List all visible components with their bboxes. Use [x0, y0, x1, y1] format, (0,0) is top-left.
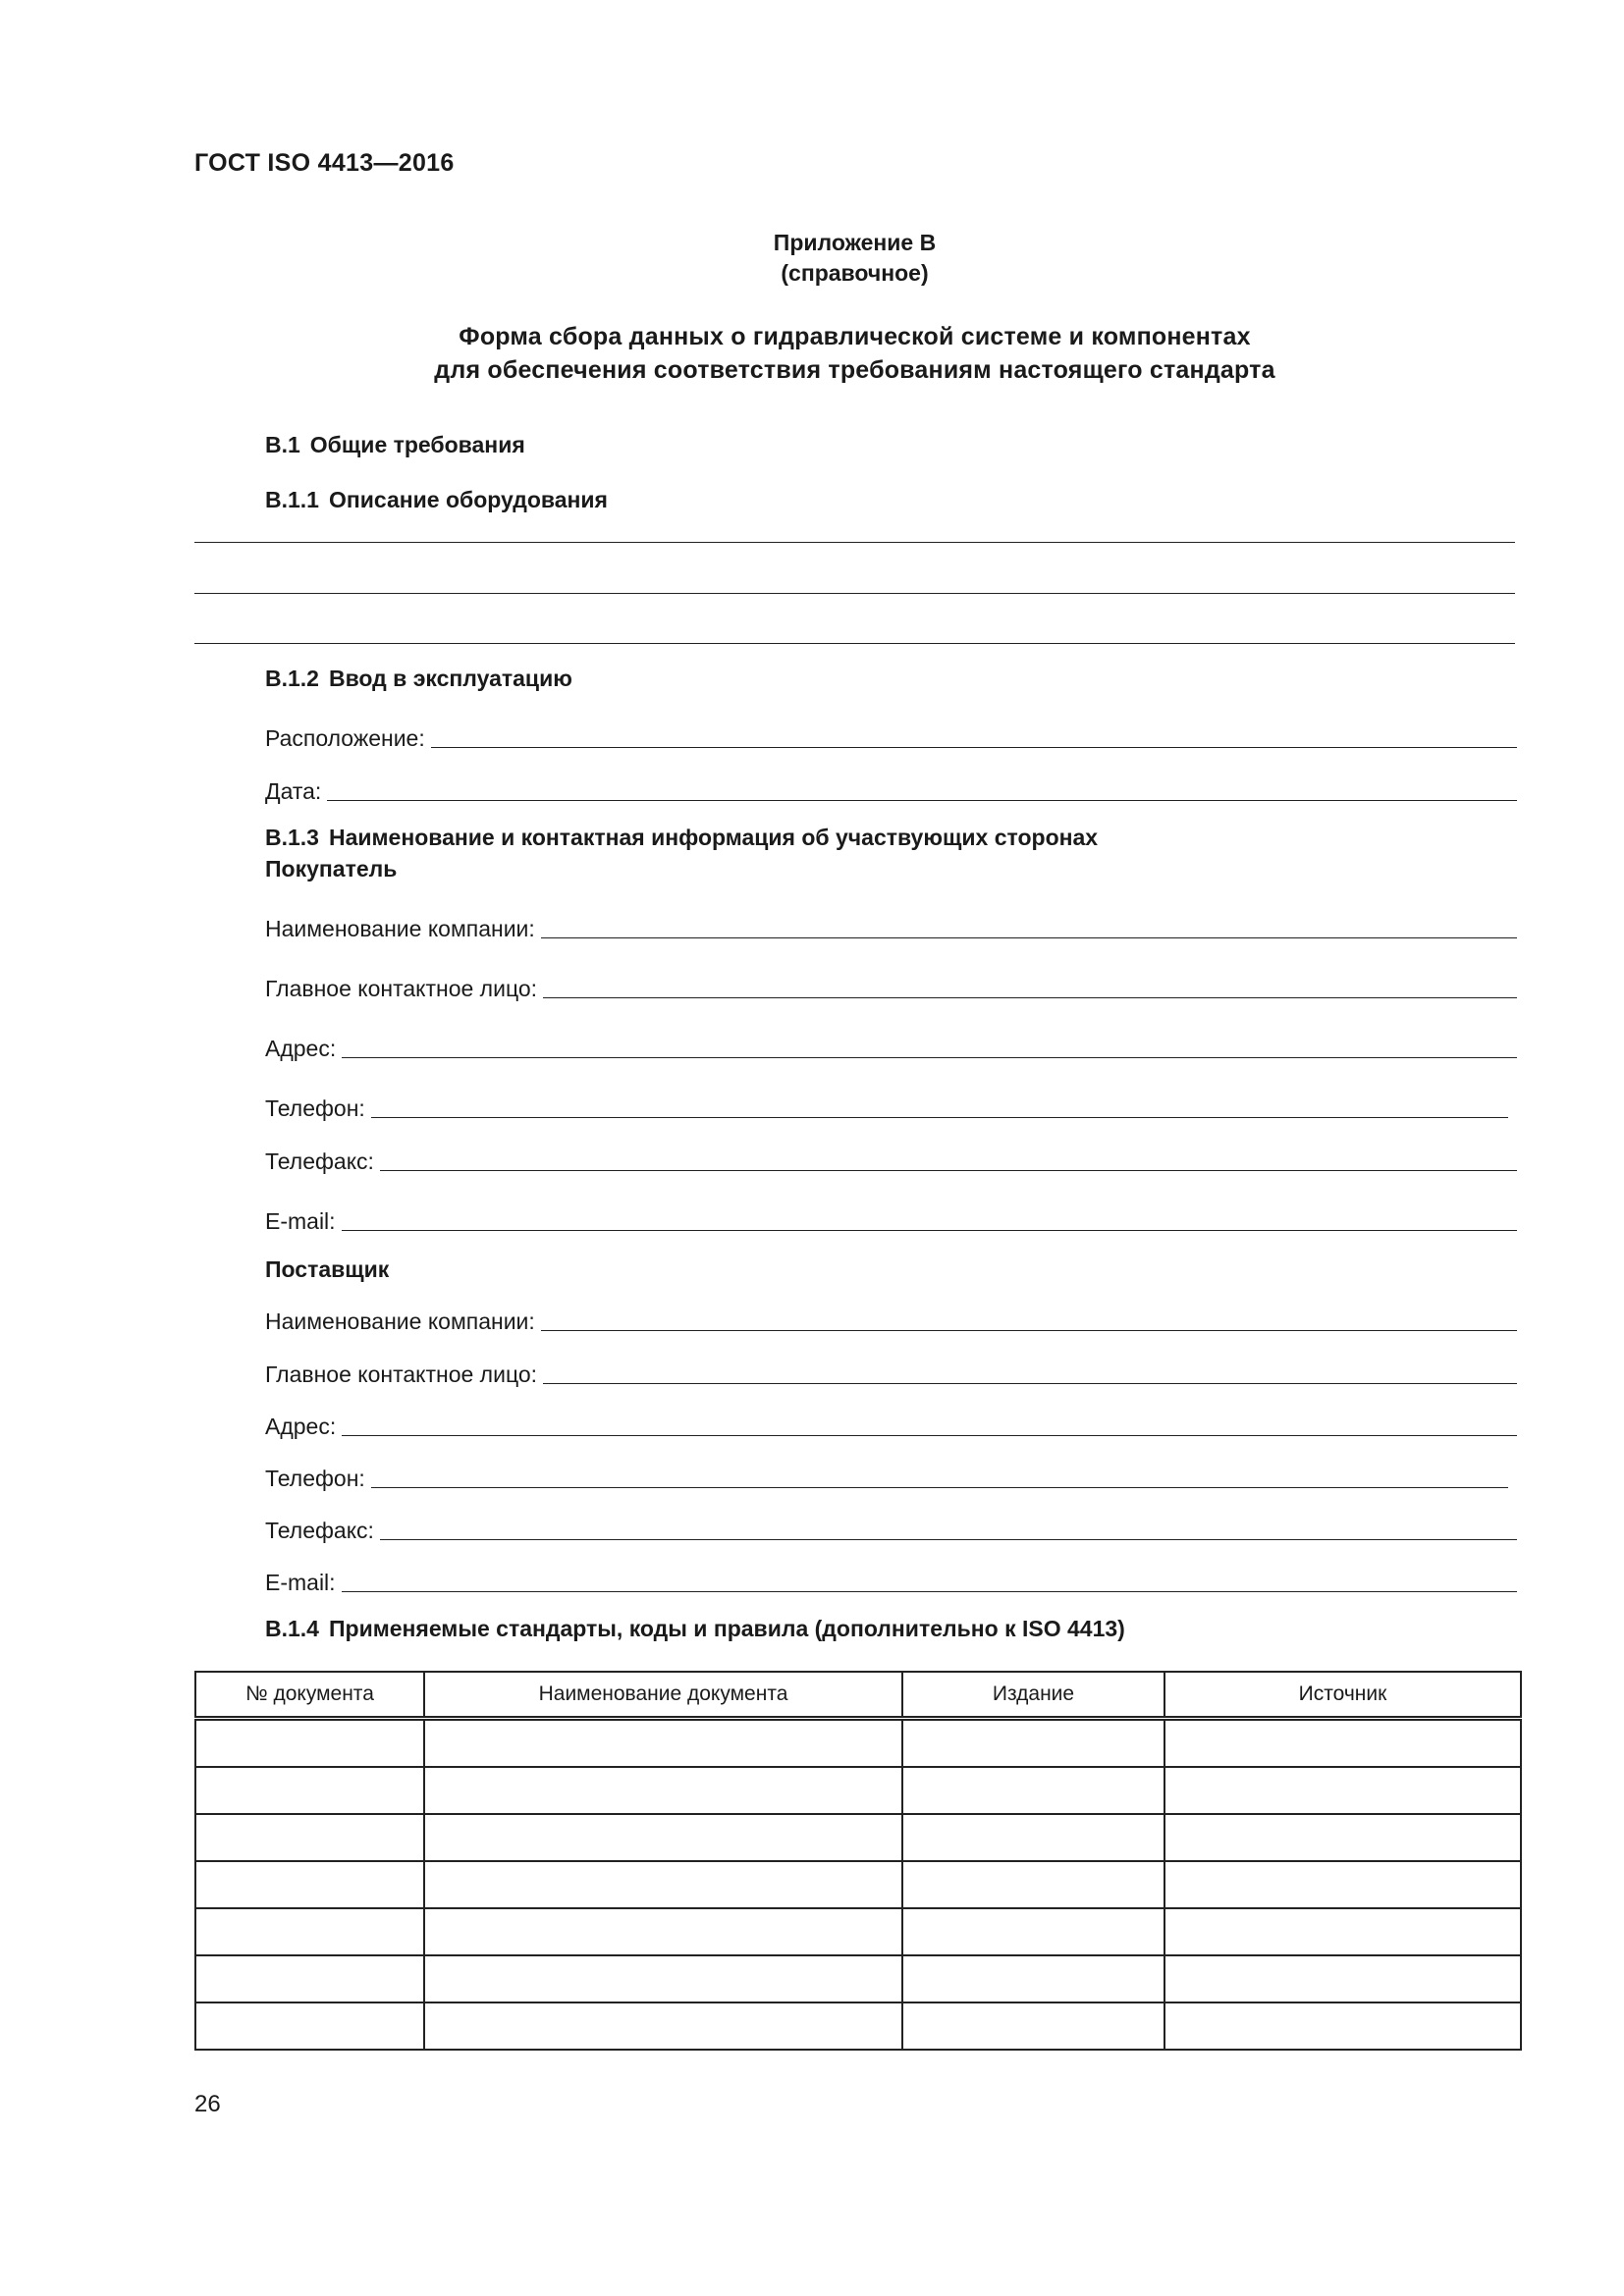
date-input-line[interactable]	[327, 800, 1517, 801]
annex-title: Приложение В	[773, 230, 937, 255]
section-number: В.1.1	[265, 487, 319, 512]
supplier-phone-label: Телефон:	[265, 1466, 365, 1491]
table-cell[interactable]	[1164, 2002, 1521, 2050]
buyer-email-label: E-mail:	[265, 1208, 336, 1234]
date-field[interactable]	[265, 775, 1517, 805]
table-row	[195, 1861, 1521, 1908]
supplier-company-input-line[interactable]	[541, 1330, 1517, 1331]
table-cell[interactable]	[424, 1908, 902, 1955]
buyer-address-field[interactable]	[265, 1033, 1517, 1062]
location-field[interactable]	[265, 722, 1517, 752]
buyer-phone-label: Телефон:	[265, 1095, 365, 1121]
table-cell[interactable]	[195, 1908, 424, 1955]
section-b13-heading	[265, 825, 1098, 851]
location-label: Расположение:	[265, 725, 425, 751]
table-row	[195, 1908, 1521, 1955]
section-title: Общие требования	[309, 432, 525, 457]
column-header-source: Источник	[1164, 1672, 1521, 1719]
section-number: В.1.3	[265, 825, 319, 850]
supplier-email-input-line[interactable]	[342, 1591, 1517, 1592]
table-cell[interactable]	[424, 2002, 902, 2050]
table-cell[interactable]	[902, 1955, 1164, 2002]
table-cell[interactable]	[1164, 1767, 1521, 1814]
buyer-fax-input-line[interactable]	[380, 1170, 1517, 1171]
table-cell[interactable]	[1164, 1861, 1521, 1908]
buyer-contact-field[interactable]	[265, 973, 1517, 1002]
supplier-email-field[interactable]	[265, 1567, 1517, 1596]
buyer-contact-label: Главное контактное лицо:	[265, 976, 538, 1001]
table-cell[interactable]	[1164, 1908, 1521, 1955]
equipment-description-line-1[interactable]	[194, 542, 1515, 543]
equipment-description-line-3[interactable]	[194, 643, 1515, 644]
section-title: Наименование и контактная информация об участвующих сторонах	[328, 825, 1099, 850]
buyer-email-input-line[interactable]	[342, 1230, 1517, 1231]
table-row	[195, 1767, 1521, 1814]
table-cell[interactable]	[902, 1767, 1164, 1814]
supplier-contact-input-line[interactable]	[543, 1383, 1517, 1384]
date-label: Дата:	[265, 778, 322, 804]
buyer-address-input-line[interactable]	[342, 1057, 1517, 1058]
table-cell[interactable]	[902, 1908, 1164, 1955]
buyer-fax-label: Телефакс:	[265, 1148, 374, 1174]
supplier-phone-input-line[interactable]	[371, 1487, 1508, 1488]
supplier-fax-field[interactable]	[265, 1515, 1517, 1544]
buyer-company-label: Наименование компании:	[265, 916, 535, 941]
supplier-phone-field[interactable]	[265, 1463, 1508, 1492]
table-cell[interactable]	[902, 1719, 1164, 1768]
annex-status: (справочное)	[781, 260, 929, 286]
table-row	[195, 1719, 1521, 1768]
section-b11-heading	[265, 487, 608, 513]
table-cell[interactable]	[195, 1861, 424, 1908]
page-number: 26	[194, 2091, 221, 2117]
buyer-heading: Покупатель	[265, 856, 398, 881]
supplier-company-label: Наименование компании:	[265, 1308, 535, 1334]
buyer-company-input-line[interactable]	[541, 937, 1517, 938]
form-title	[194, 320, 1515, 387]
supplier-fax-input-line[interactable]	[380, 1539, 1517, 1540]
buyer-contact-input-line[interactable]	[543, 997, 1517, 998]
table-cell[interactable]	[424, 1814, 902, 1861]
annex-heading	[194, 228, 1515, 289]
table-cell[interactable]	[424, 1767, 902, 1814]
location-input-line[interactable]	[431, 747, 1517, 748]
table-cell[interactable]	[195, 1719, 424, 1768]
section-number: В.1.4	[265, 1616, 319, 1641]
buyer-company-field[interactable]	[265, 913, 1517, 942]
table-cell[interactable]	[195, 1767, 424, 1814]
supplier-address-input-line[interactable]	[342, 1435, 1517, 1436]
table-cell[interactable]	[195, 1955, 424, 2002]
table-cell[interactable]	[195, 2002, 424, 2050]
section-b14-heading	[265, 1616, 1125, 1642]
supplier-heading: Поставщик	[265, 1256, 390, 1282]
form-title-line-2: для обеспечения соответствия требованиям настоящего стандарта	[434, 356, 1275, 384]
table-row	[195, 2002, 1521, 2050]
section-title: Описание оборудования	[328, 487, 608, 512]
section-title: Ввод в эксплуатацию	[328, 666, 572, 691]
form-title-line-1: Форма сбора данных о гидравлической системе и компонентах	[459, 323, 1251, 350]
section-title: Применяемые стандарты, коды и правила (дополнительно к ISO 4413)	[328, 1616, 1125, 1641]
table-cell[interactable]	[1164, 1955, 1521, 2002]
column-header-edition: Издание	[902, 1672, 1164, 1719]
supplier-address-field[interactable]	[265, 1411, 1517, 1440]
section-b12-heading	[265, 666, 572, 692]
table-cell[interactable]	[902, 1814, 1164, 1861]
column-header-doc-number: № документа	[195, 1672, 424, 1719]
table-header-row	[195, 1672, 1521, 1719]
table-cell[interactable]	[195, 1814, 424, 1861]
table-cell[interactable]	[902, 2002, 1164, 2050]
buyer-email-field[interactable]	[265, 1205, 1517, 1235]
buyer-fax-field[interactable]	[265, 1146, 1517, 1175]
supplier-address-label: Адрес:	[265, 1414, 337, 1439]
supplier-contact-field[interactable]	[265, 1359, 1517, 1388]
table-cell[interactable]	[1164, 1719, 1521, 1768]
buyer-phone-input-line[interactable]	[371, 1117, 1508, 1118]
equipment-description-line-2[interactable]	[194, 593, 1515, 594]
table-cell[interactable]	[424, 1719, 902, 1768]
table-cell[interactable]	[1164, 1814, 1521, 1861]
table-row	[195, 1814, 1521, 1861]
table-cell[interactable]	[902, 1861, 1164, 1908]
standards-table	[194, 1671, 1522, 2051]
section-number: В.1	[265, 432, 300, 457]
column-header-doc-name: Наименование документа	[424, 1672, 902, 1719]
buyer-phone-field[interactable]	[265, 1093, 1508, 1122]
table-row	[195, 1955, 1521, 2002]
section-b1-heading	[265, 432, 525, 458]
supplier-company-field[interactable]	[265, 1306, 1517, 1335]
buyer-address-label: Адрес:	[265, 1036, 337, 1061]
supplier-contact-label: Главное контактное лицо:	[265, 1362, 538, 1387]
supplier-fax-label: Телефакс:	[265, 1518, 374, 1543]
table-cell[interactable]	[424, 1861, 902, 1908]
supplier-email-label: E-mail:	[265, 1570, 336, 1595]
document-code: ГОСТ ISO 4413—2016	[194, 149, 455, 177]
table-cell[interactable]	[424, 1955, 902, 2002]
section-number: В.1.2	[265, 666, 319, 691]
